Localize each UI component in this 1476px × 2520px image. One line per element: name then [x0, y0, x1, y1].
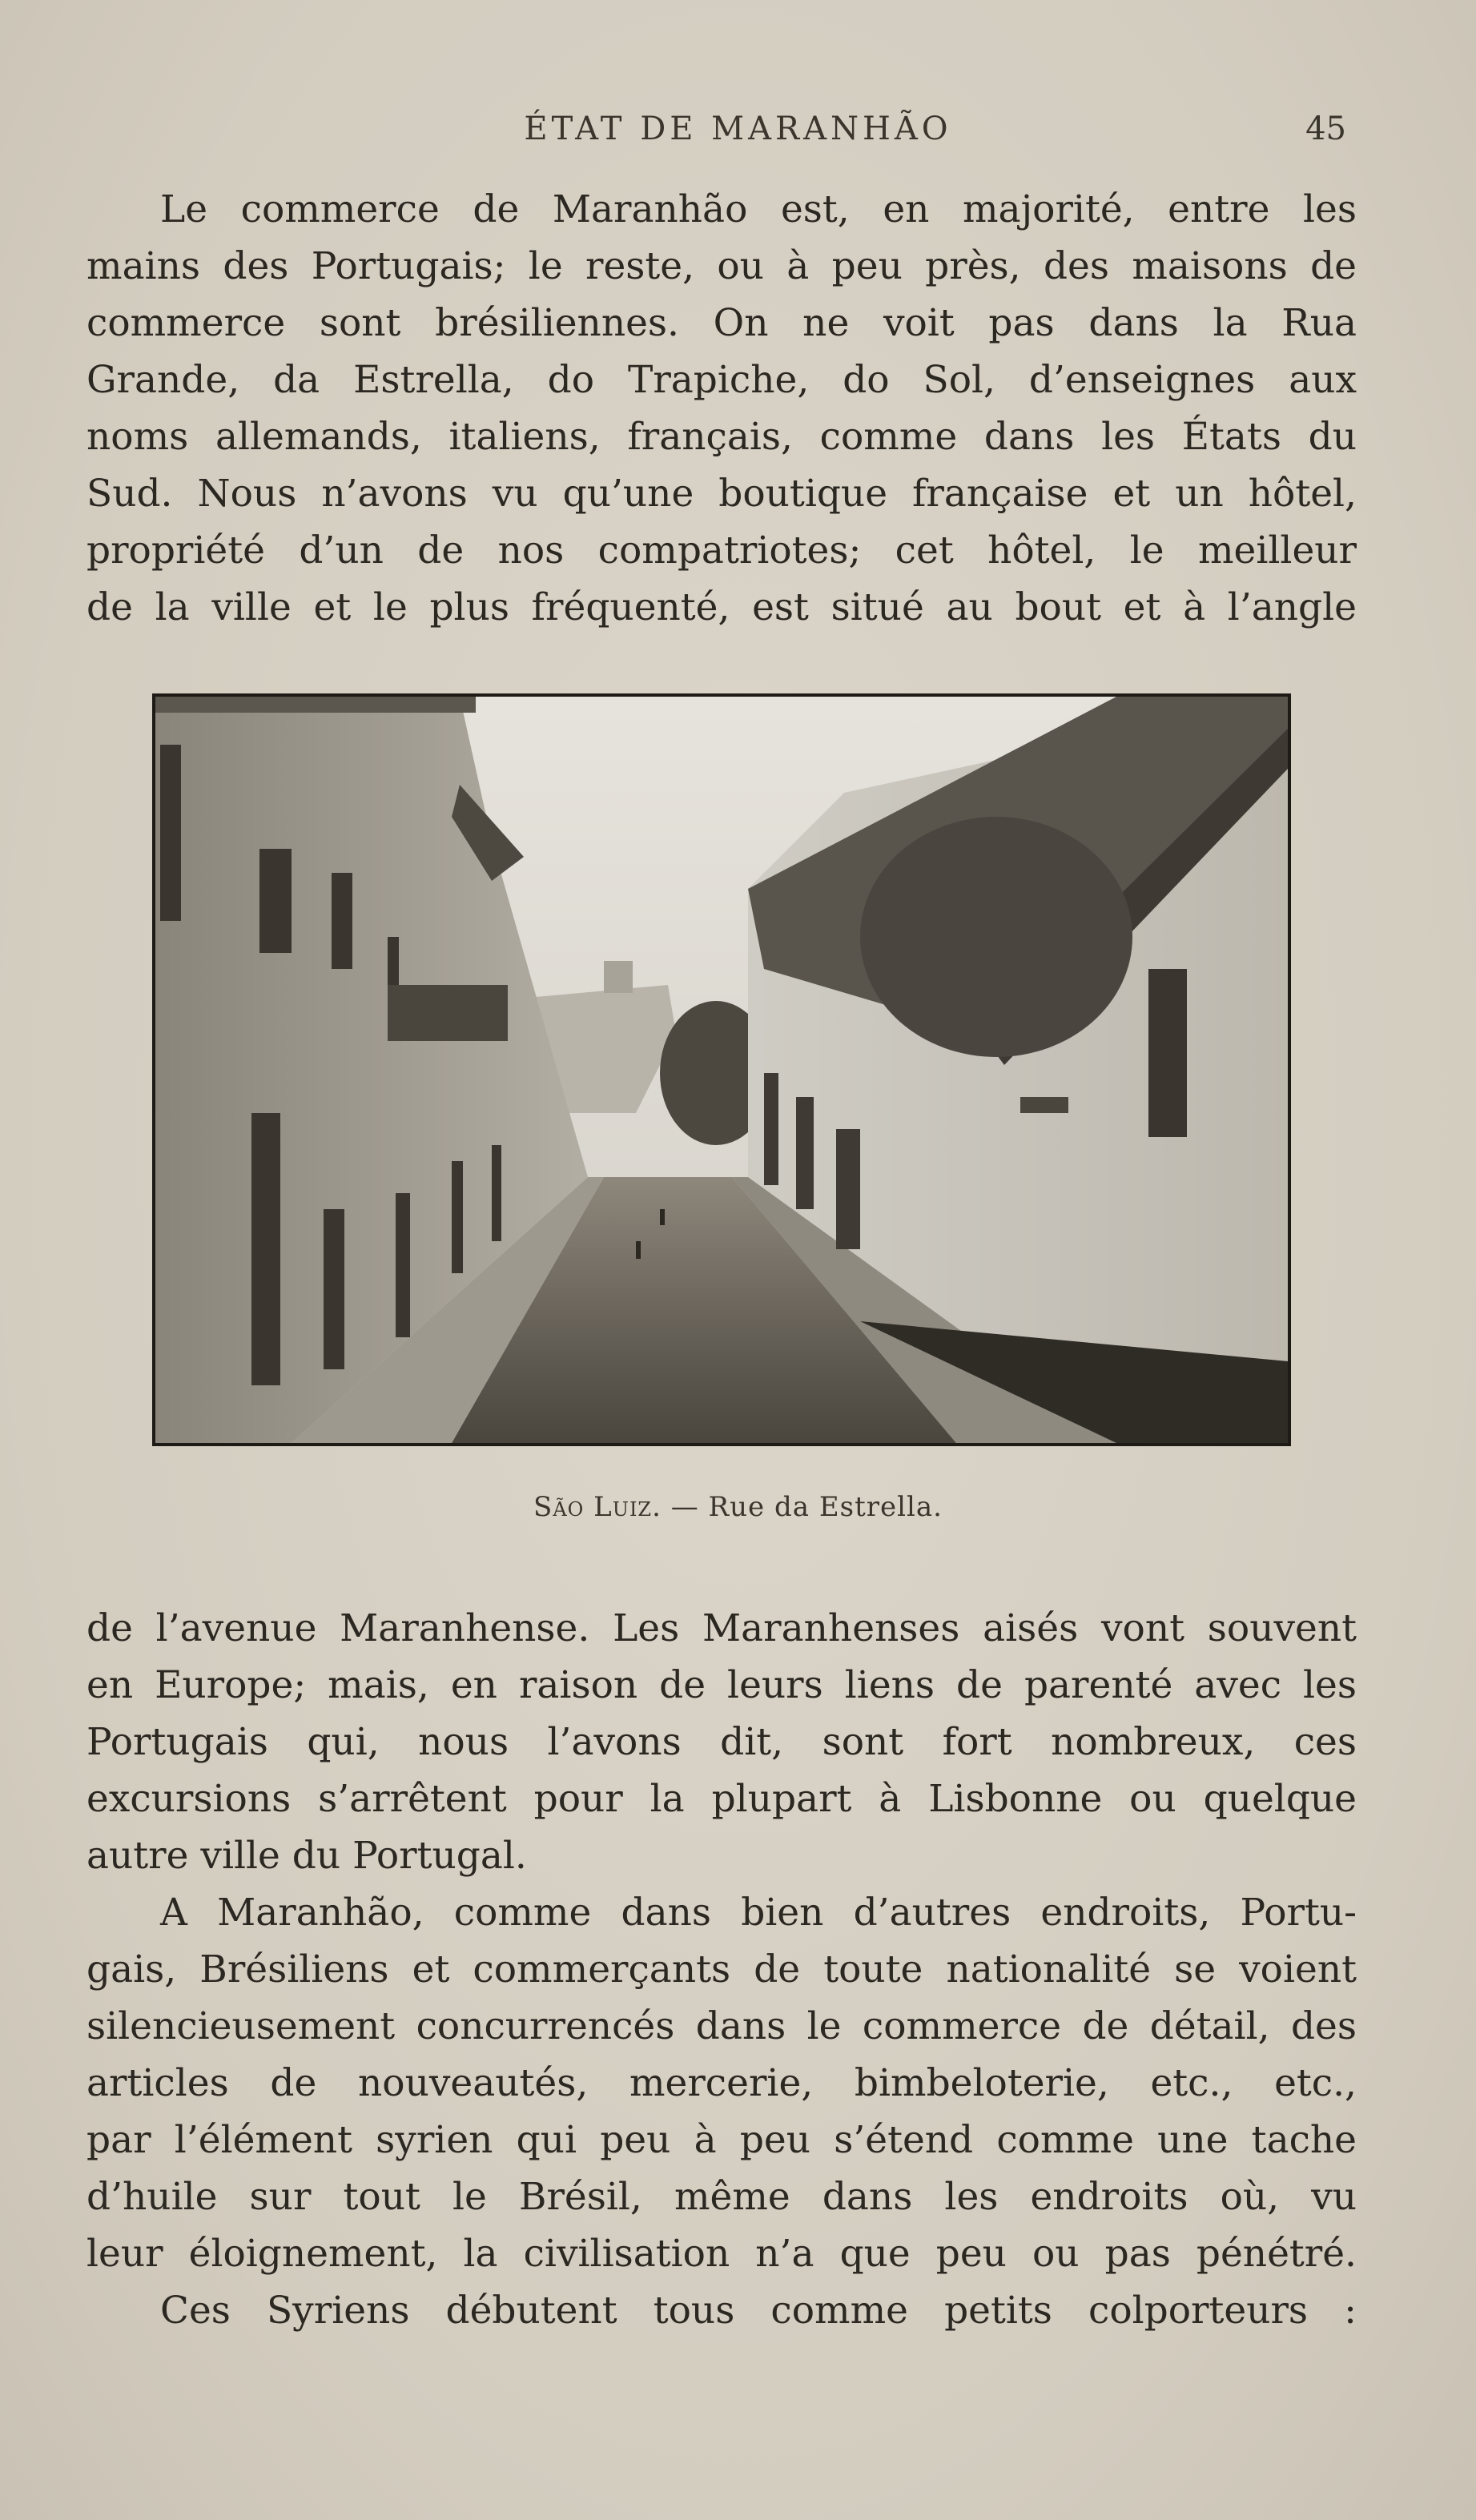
text-line: d’huile sur tout le Brésil, même dans les endroits où, vu [86, 2175, 1357, 2219]
paragraph-4 [86, 2282, 1357, 2339]
text-line: propriété d’un de nos compatriotes; cet hôtel, le meilleur [86, 529, 1357, 573]
text-line: de la ville et le plus fréquenté, est situé au bout et à l’angle [86, 585, 1357, 629]
street-photograph [152, 693, 1291, 1446]
caption-place: São Luiz. [533, 1491, 662, 1523]
text-line: par l’élément syrien qui peu à peu s’étend comme une tache [86, 2118, 1357, 2162]
paragraph-2 [86, 1600, 1357, 1884]
paragraph-3 [86, 1884, 1357, 2282]
text-line: autre ville du Portugal. [86, 1834, 527, 1878]
figure-caption [0, 1491, 1476, 1523]
page-header [0, 111, 1476, 159]
text-line: Ces Syriens débutent tous comme petits colporteurs : [160, 2289, 1357, 2333]
text-line: noms allemands, italiens, français, comme dans les États du [86, 415, 1357, 459]
text-line: silencieusement concurrencés dans le commerce de détail, des [86, 2004, 1357, 2048]
running-title: ÉTAT DE MARANHÃO [524, 111, 952, 147]
page-number: 45 [1305, 111, 1346, 147]
text-line: mains des Portugais; le reste, ou à peu près, des maisons de [86, 244, 1357, 288]
text-line: en Europe; mais, en raison de leurs liens de parenté avec les [86, 1663, 1357, 1707]
text-line: A Maranhão, comme dans bien d’autres endroits, Portu- [160, 1891, 1357, 1935]
paragraph-1 [86, 181, 1357, 636]
text-line: leur éloignement, la civilisation n’a que peu ou pas pénétré. [86, 2232, 1357, 2276]
text-line: Le commerce de Maranhão est, en majorité, entre les [160, 187, 1357, 231]
caption-title: Rue da Estrella. [708, 1491, 943, 1523]
text-line: Portugais qui, nous l’avons dit, sont fort nombreux, ces [86, 1720, 1357, 1764]
text-line: excursions s’arrêtent pour la plupart à Lisbonne ou quelque [86, 1777, 1357, 1821]
text-line: Grande, da Estrella, do Trapiche, do Sol, d’enseignes aux [86, 358, 1357, 402]
text-line: commerce sont brésiliennes. On ne voit pas dans la Rua [86, 301, 1357, 345]
text-line: Sud. Nous n’avons vu qu’une boutique française et un hôtel, [86, 472, 1357, 516]
text-line: de l’avenue Maranhense. Les Maranhenses aisés vont souvent [86, 1606, 1357, 1650]
text-line: articles de nouveautés, mercerie, bimbeloterie, etc., etc., [86, 2061, 1357, 2105]
street-scene-illustration [155, 697, 1288, 1443]
caption-dash: — [661, 1491, 709, 1523]
text-line: gais, Brésiliens et commerçants de toute nationalité se voient [86, 1947, 1357, 1991]
